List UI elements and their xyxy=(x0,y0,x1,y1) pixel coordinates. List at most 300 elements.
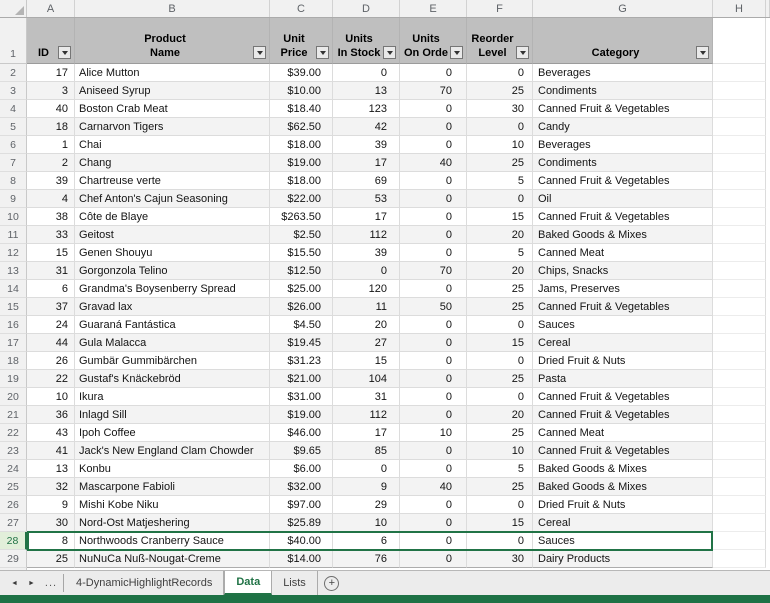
cell-G6[interactable]: Beverages xyxy=(533,136,713,154)
row-header-24[interactable]: 24 xyxy=(0,460,27,478)
cell-D16[interactable]: 20 xyxy=(333,316,400,334)
row-header-6[interactable]: 6 xyxy=(0,136,27,154)
cell-A20[interactable]: 10 xyxy=(27,388,75,406)
cell-E23[interactable]: 0 xyxy=(400,442,467,460)
cell-H7[interactable] xyxy=(713,154,766,172)
row-header-15[interactable]: 15 xyxy=(0,298,27,316)
cell-F5[interactable]: 0 xyxy=(467,118,533,136)
cell-E15[interactable]: 50 xyxy=(400,298,467,316)
cell-H11[interactable] xyxy=(713,226,766,244)
cell-H23[interactable] xyxy=(713,442,766,460)
row-header-17[interactable]: 17 xyxy=(0,334,27,352)
cell-A18[interactable]: 26 xyxy=(27,352,75,370)
column-header-B[interactable]: B xyxy=(75,0,270,17)
row-header-18[interactable]: 18 xyxy=(0,352,27,370)
cell-A16[interactable]: 24 xyxy=(27,316,75,334)
cell-B14[interactable]: Grandma's Boysenberry Spread xyxy=(75,280,270,298)
cell-partial xyxy=(766,208,770,226)
cell-F27[interactable]: 15 xyxy=(467,514,533,532)
cell-E27[interactable]: 0 xyxy=(400,514,467,532)
cell-F11[interactable]: 20 xyxy=(467,226,533,244)
cell-A6[interactable]: 1 xyxy=(27,136,75,154)
cell-C4[interactable]: $18.40 xyxy=(270,100,333,118)
row-header-25[interactable]: 25 xyxy=(0,478,27,496)
filter-button-id[interactable] xyxy=(58,46,71,59)
row-partial xyxy=(0,568,770,570)
cell-C17[interactable]: $19.45 xyxy=(270,334,333,352)
cell-D25[interactable]: 9 xyxy=(333,478,400,496)
row-header-8[interactable]: 8 xyxy=(0,172,27,190)
cell-G23[interactable]: Canned Fruit & Vegetables xyxy=(533,442,713,460)
cell-E22[interactable]: 10 xyxy=(400,424,467,442)
cell-G21[interactable]: Canned Fruit & Vegetables xyxy=(533,406,713,424)
cell-C23[interactable]: $9.65 xyxy=(270,442,333,460)
cell-D18[interactable]: 15 xyxy=(333,352,400,370)
cell-E11[interactable]: 0 xyxy=(400,226,467,244)
cell-D11[interactable]: 112 xyxy=(333,226,400,244)
cell-A23[interactable]: 41 xyxy=(27,442,75,460)
cell-D19[interactable]: 104 xyxy=(333,370,400,388)
cell-D3[interactable]: 13 xyxy=(333,82,400,100)
table-row xyxy=(0,550,770,568)
cell-H25[interactable] xyxy=(713,478,766,496)
cell-B5[interactable]: Carnarvon Tigers xyxy=(75,118,270,136)
cell-A2[interactable]: 17 xyxy=(27,64,75,82)
cell-B19[interactable]: Gustaf's Knäckebröd xyxy=(75,370,270,388)
cell-E29[interactable]: 0 xyxy=(400,550,467,568)
cell-D4[interactable]: 123 xyxy=(333,100,400,118)
table-header-product-name[interactable] xyxy=(75,18,270,64)
cell-D9[interactable]: 53 xyxy=(333,190,400,208)
cell-C20[interactable]: $31.00 xyxy=(270,388,333,406)
sheet-tab-lists[interactable]: Lists xyxy=(272,571,318,595)
cell-A10[interactable]: 38 xyxy=(27,208,75,226)
cell-partial xyxy=(766,118,770,136)
cell-B4[interactable]: Boston Crab Meat xyxy=(75,100,270,118)
filter-button-product-name[interactable] xyxy=(253,46,266,59)
cell-G26[interactable]: Dried Fruit & Nuts xyxy=(533,496,713,514)
cell-F13[interactable]: 20 xyxy=(467,262,533,280)
cell-F20[interactable]: 0 xyxy=(467,388,533,406)
column-header-F[interactable]: F xyxy=(467,0,533,17)
table-row xyxy=(0,118,770,136)
cell-E28[interactable]: 0 xyxy=(400,532,467,550)
cell-A14[interactable]: 6 xyxy=(27,280,75,298)
cell-G16[interactable]: Sauces xyxy=(533,316,713,334)
cell-E12[interactable]: 0 xyxy=(400,244,467,262)
cell-C22[interactable]: $46.00 xyxy=(270,424,333,442)
cell-E13[interactable]: 70 xyxy=(400,262,467,280)
cell-F19[interactable]: 25 xyxy=(467,370,533,388)
cell-E20[interactable]: 0 xyxy=(400,388,467,406)
cell-F24[interactable]: 5 xyxy=(467,460,533,478)
cell-E6[interactable]: 0 xyxy=(400,136,467,154)
row-header-23[interactable]: 23 xyxy=(0,442,27,460)
select-all-corner[interactable] xyxy=(0,0,27,17)
row-header-4[interactable]: 4 xyxy=(0,100,27,118)
cell-A19[interactable]: 22 xyxy=(27,370,75,388)
cell-B2[interactable]: Alice Mutton xyxy=(75,64,270,82)
cell-B25[interactable]: Mascarpone Fabioli xyxy=(75,478,270,496)
table-header-units-on-order[interactable] xyxy=(400,18,467,64)
cell-B28[interactable]: Northwoods Cranberry Sauce xyxy=(75,532,270,550)
cell-B21[interactable]: Inlagd Sill xyxy=(75,406,270,424)
cell-G14[interactable]: Jams, Preserves xyxy=(533,280,713,298)
cell-D5[interactable]: 42 xyxy=(333,118,400,136)
cell-F9[interactable]: 0 xyxy=(467,190,533,208)
cell-C2[interactable]: $39.00 xyxy=(270,64,333,82)
cell-G20[interactable]: Canned Fruit & Vegetables xyxy=(533,388,713,406)
row-header-9[interactable]: 9 xyxy=(0,190,27,208)
cell-E9[interactable]: 0 xyxy=(400,190,467,208)
filter-button-unit-price[interactable] xyxy=(316,46,329,59)
cell-C9[interactable]: $22.00 xyxy=(270,190,333,208)
status-bar xyxy=(0,595,770,603)
cell-H1[interactable] xyxy=(713,18,766,64)
cell-C18[interactable]: $31.23 xyxy=(270,352,333,370)
filter-button-reorder-level[interactable] xyxy=(516,46,529,59)
cell-E21[interactable]: 0 xyxy=(400,406,467,424)
row-header-12[interactable]: 12 xyxy=(0,244,27,262)
row-header-partial xyxy=(0,568,27,570)
cell-F2[interactable]: 0 xyxy=(467,64,533,82)
cell-B22[interactable]: Ipoh Coffee xyxy=(75,424,270,442)
column-header-D[interactable]: D xyxy=(333,0,400,17)
cell-D24[interactable]: 0 xyxy=(333,460,400,478)
cell-E7[interactable]: 40 xyxy=(400,154,467,172)
cell-C15[interactable]: $26.00 xyxy=(270,298,333,316)
cell-A11[interactable]: 33 xyxy=(27,226,75,244)
cell-partial xyxy=(766,262,770,280)
cell-A25[interactable]: 32 xyxy=(27,478,75,496)
cell-G2[interactable]: Beverages xyxy=(533,64,713,82)
cell-F4[interactable]: 30 xyxy=(467,100,533,118)
cell-H10[interactable] xyxy=(713,208,766,226)
cell-D20[interactable]: 31 xyxy=(333,388,400,406)
cell-F6[interactable]: 10 xyxy=(467,136,533,154)
row-header-5[interactable]: 5 xyxy=(0,118,27,136)
cell-C11[interactable]: $2.50 xyxy=(270,226,333,244)
cell-B24[interactable]: Konbu xyxy=(75,460,270,478)
column-header-E[interactable]: E xyxy=(400,0,467,17)
cell-G11[interactable]: Baked Goods & Mixes xyxy=(533,226,713,244)
cell-D14[interactable]: 120 xyxy=(333,280,400,298)
tabs-scroll-left-icon[interactable]: ◄ xyxy=(11,579,18,587)
cell-C16[interactable]: $4.50 xyxy=(270,316,333,334)
cell-C12[interactable]: $15.50 xyxy=(270,244,333,262)
select-all-triangle-icon xyxy=(15,6,24,15)
row-header-3[interactable]: 3 xyxy=(0,82,27,100)
cell-H8[interactable] xyxy=(713,172,766,190)
cell-H13[interactable] xyxy=(713,262,766,280)
cell-G10[interactable]: Canned Fruit & Vegetables xyxy=(533,208,713,226)
cell-G28[interactable]: Sauces xyxy=(533,532,713,550)
cell-B16[interactable]: Guaraná Fantástica xyxy=(75,316,270,334)
cell-E19[interactable]: 0 xyxy=(400,370,467,388)
cell-C7[interactable]: $19.00 xyxy=(270,154,333,172)
cell-F8[interactable]: 5 xyxy=(467,172,533,190)
cell-B27[interactable]: Nord-Ost Matjeshering xyxy=(75,514,270,532)
cell-C6[interactable]: $18.00 xyxy=(270,136,333,154)
cell-D7[interactable]: 17 xyxy=(333,154,400,172)
row-header-14[interactable]: 14 xyxy=(0,280,27,298)
column-header-C[interactable]: C xyxy=(270,0,333,17)
sheet-tab-data[interactable]: Data xyxy=(224,571,272,595)
table-header-id[interactable] xyxy=(27,18,75,64)
cell-G4[interactable]: Canned Fruit & Vegetables xyxy=(533,100,713,118)
cell-E10[interactable]: 0 xyxy=(400,208,467,226)
cell-H5[interactable] xyxy=(713,118,766,136)
table-row xyxy=(0,406,770,424)
cell-A26[interactable]: 9 xyxy=(27,496,75,514)
row-header-26[interactable]: 26 xyxy=(0,496,27,514)
cell-G5[interactable]: Candy xyxy=(533,118,713,136)
row-header-28[interactable]: 28 xyxy=(0,532,27,550)
cell-H9[interactable] xyxy=(713,190,766,208)
cell-A9[interactable]: 4 xyxy=(27,190,75,208)
row-header-21[interactable]: 21 xyxy=(0,406,27,424)
cell-A12[interactable]: 15 xyxy=(27,244,75,262)
cell-G27[interactable]: Cereal xyxy=(533,514,713,532)
cell-A3[interactable]: 3 xyxy=(27,82,75,100)
cell-A27[interactable]: 30 xyxy=(27,514,75,532)
cell-C14[interactable]: $25.00 xyxy=(270,280,333,298)
cell-F16[interactable]: 0 xyxy=(467,316,533,334)
cell-F10[interactable]: 15 xyxy=(467,208,533,226)
cell-E24[interactable]: 0 xyxy=(400,460,467,478)
row-header-1[interactable]: 1 xyxy=(0,18,27,64)
cell-C24[interactable]: $6.00 xyxy=(270,460,333,478)
row-header-7[interactable]: 7 xyxy=(0,154,27,172)
cell-D26[interactable]: 29 xyxy=(333,496,400,514)
tabs-more-icon[interactable]: ... xyxy=(44,577,58,589)
cell-D27[interactable]: 10 xyxy=(333,514,400,532)
cell-F28[interactable]: 0 xyxy=(467,532,533,550)
cell-F17[interactable]: 15 xyxy=(467,334,533,352)
tabs-scroll-right-icon[interactable]: ► xyxy=(28,579,35,587)
cell-H12[interactable] xyxy=(713,244,766,262)
cell-H19[interactable] xyxy=(713,370,766,388)
cell-C3[interactable]: $10.00 xyxy=(270,82,333,100)
cell-D13[interactable]: 0 xyxy=(333,262,400,280)
cell-A7[interactable]: 2 xyxy=(27,154,75,172)
filter-button-category[interactable] xyxy=(696,46,709,59)
cell-C28[interactable]: $40.00 xyxy=(270,532,333,550)
cell-F21[interactable]: 20 xyxy=(467,406,533,424)
cell-D10[interactable]: 17 xyxy=(333,208,400,226)
cell-G9[interactable]: Oil xyxy=(533,190,713,208)
cell-F25[interactable]: 25 xyxy=(467,478,533,496)
cell-D21[interactable]: 112 xyxy=(333,406,400,424)
cell-F14[interactable]: 25 xyxy=(467,280,533,298)
cell-H28[interactable] xyxy=(713,532,766,550)
column-header-H[interactable]: H xyxy=(713,0,766,17)
cell-H26[interactable] xyxy=(713,496,766,514)
cell-E4[interactable]: 0 xyxy=(400,100,467,118)
cell-H20[interactable] xyxy=(713,388,766,406)
row-header-10[interactable]: 10 xyxy=(0,208,27,226)
cell-C21[interactable]: $19.00 xyxy=(270,406,333,424)
cell-H27[interactable] xyxy=(713,514,766,532)
table-header-category[interactable] xyxy=(533,18,713,64)
cell-F23[interactable]: 10 xyxy=(467,442,533,460)
cell-H16[interactable] xyxy=(713,316,766,334)
sheet-tab-4-dynamichighlightrecords[interactable]: 4-DynamicHighlightRecords xyxy=(65,571,224,595)
cell-F29[interactable]: 30 xyxy=(467,550,533,568)
cell-B13[interactable]: Gorgonzola Telino xyxy=(75,262,270,280)
cell-E14[interactable]: 0 xyxy=(400,280,467,298)
filter-button-units-in-stock[interactable] xyxy=(383,46,396,59)
cell-B23[interactable]: Jack's New England Clam Chowder xyxy=(75,442,270,460)
cell-partial xyxy=(766,172,770,190)
cell-E8[interactable]: 0 xyxy=(400,172,467,190)
cell-C8[interactable]: $18.00 xyxy=(270,172,333,190)
row-header-22[interactable]: 22 xyxy=(0,424,27,442)
cell-E16[interactable]: 0 xyxy=(400,316,467,334)
cell-G15[interactable]: Canned Fruit & Vegetables xyxy=(533,298,713,316)
cell-F18[interactable]: 0 xyxy=(467,352,533,370)
cell-C29[interactable]: $14.00 xyxy=(270,550,333,568)
cell-B10[interactable]: Côte de Blaye xyxy=(75,208,270,226)
cell-F3[interactable]: 25 xyxy=(467,82,533,100)
cell-D22[interactable]: 17 xyxy=(333,424,400,442)
cell-D6[interactable]: 39 xyxy=(333,136,400,154)
cell-D17[interactable]: 27 xyxy=(333,334,400,352)
cell-E17[interactable]: 0 xyxy=(400,334,467,352)
cell-H4[interactable] xyxy=(713,100,766,118)
cell-D2[interactable]: 0 xyxy=(333,64,400,82)
cell-G25[interactable]: Baked Goods & Mixes xyxy=(533,478,713,496)
cell-G29[interactable]: Dairy Products xyxy=(533,550,713,568)
add-sheet-button[interactable] xyxy=(318,571,346,595)
cell-F15[interactable]: 25 xyxy=(467,298,533,316)
cell-B12[interactable]: Genen Shouyu xyxy=(75,244,270,262)
cell-D12[interactable]: 39 xyxy=(333,244,400,262)
cell-C25[interactable]: $32.00 xyxy=(270,478,333,496)
cell-A4[interactable]: 40 xyxy=(27,100,75,118)
cell-partial xyxy=(766,442,770,460)
cell-E5[interactable]: 0 xyxy=(400,118,467,136)
cell-G7[interactable]: Condiments xyxy=(533,154,713,172)
cell-G18[interactable]: Dried Fruit & Nuts xyxy=(533,352,713,370)
cell-A5[interactable]: 18 xyxy=(27,118,75,136)
cell-C5[interactable]: $62.50 xyxy=(270,118,333,136)
row-header-29[interactable]: 29 xyxy=(0,550,27,568)
cell-partial xyxy=(766,334,770,352)
cell-D15[interactable]: 11 xyxy=(333,298,400,316)
cell-B18[interactable]: Gumbär Gummibärchen xyxy=(75,352,270,370)
cell-B15[interactable]: Gravad lax xyxy=(75,298,270,316)
cell-C13[interactable]: $12.50 xyxy=(270,262,333,280)
table-header-units-in-stock[interactable] xyxy=(333,18,400,64)
cell-B9[interactable]: Chef Anton's Cajun Seasoning xyxy=(75,190,270,208)
cell-G8[interactable]: Canned Fruit & Vegetables xyxy=(533,172,713,190)
cell-H18[interactable] xyxy=(713,352,766,370)
row-header-27[interactable]: 27 xyxy=(0,514,27,532)
cell-A15[interactable]: 37 xyxy=(27,298,75,316)
cell-F26[interactable]: 0 xyxy=(467,496,533,514)
cell-G22[interactable]: Canned Meat xyxy=(533,424,713,442)
cell-B11[interactable]: Geitost xyxy=(75,226,270,244)
row-header-16[interactable]: 16 xyxy=(0,316,27,334)
row-header-11[interactable]: 11 xyxy=(0,226,27,244)
table-header-unit-price[interactable] xyxy=(270,18,333,64)
column-header-A[interactable]: A xyxy=(27,0,75,17)
row-header-2[interactable]: 2 xyxy=(0,64,27,82)
cell-C27[interactable]: $25.89 xyxy=(270,514,333,532)
cell-A22[interactable]: 43 xyxy=(27,424,75,442)
cell-A28[interactable]: 8 xyxy=(27,532,75,550)
cell-H21[interactable] xyxy=(713,406,766,424)
cell-H14[interactable] xyxy=(713,280,766,298)
row-header-19[interactable]: 19 xyxy=(0,370,27,388)
cell-E2[interactable]: 0 xyxy=(400,64,467,82)
cell-B29[interactable]: NuNuCa Nuß-Nougat-Creme xyxy=(75,550,270,568)
cell-E18[interactable]: 0 xyxy=(400,352,467,370)
cell-B26[interactable]: Mishi Kobe Niku xyxy=(75,496,270,514)
cell-H3[interactable] xyxy=(713,82,766,100)
cell-D8[interactable]: 69 xyxy=(333,172,400,190)
cell-A13[interactable]: 31 xyxy=(27,262,75,280)
cell-G3[interactable]: Condiments xyxy=(533,82,713,100)
cell-H2[interactable] xyxy=(713,64,766,82)
row-header-13[interactable]: 13 xyxy=(0,262,27,280)
cell-D29[interactable]: 76 xyxy=(333,550,400,568)
cell-D23[interactable]: 85 xyxy=(333,442,400,460)
cell-G12[interactable]: Canned Meat xyxy=(533,244,713,262)
cell-F22[interactable]: 25 xyxy=(467,424,533,442)
cell-E25[interactable]: 40 xyxy=(400,478,467,496)
cell-partial xyxy=(766,154,770,172)
cell-H6[interactable] xyxy=(713,136,766,154)
table-header-reorder-level[interactable] xyxy=(467,18,533,64)
cell-A17[interactable]: 44 xyxy=(27,334,75,352)
cell-C19[interactable]: $21.00 xyxy=(270,370,333,388)
cell-B8[interactable]: Chartreuse verte xyxy=(75,172,270,190)
cell-B6[interactable]: Chai xyxy=(75,136,270,154)
cell-H29[interactable] xyxy=(713,550,766,568)
table-row xyxy=(0,514,770,532)
cell-E3[interactable]: 70 xyxy=(400,82,467,100)
cell-B3[interactable]: Aniseed Syrup xyxy=(75,82,270,100)
cell-G13[interactable]: Chips, Snacks xyxy=(533,262,713,280)
cell-C26[interactable]: $97.00 xyxy=(270,496,333,514)
cell-E26[interactable]: 0 xyxy=(400,496,467,514)
cell-H17[interactable] xyxy=(713,334,766,352)
cell-H22[interactable] xyxy=(713,424,766,442)
cell-G17[interactable]: Cereal xyxy=(533,334,713,352)
table-row xyxy=(0,262,770,280)
cell-D28[interactable]: 6 xyxy=(333,532,400,550)
cell-A24[interactable]: 13 xyxy=(27,460,75,478)
cell-G24[interactable]: Baked Goods & Mixes xyxy=(533,460,713,478)
row-header-20[interactable]: 20 xyxy=(0,388,27,406)
cell-H24[interactable] xyxy=(713,460,766,478)
cell-A21[interactable]: 36 xyxy=(27,406,75,424)
cell-A8[interactable]: 39 xyxy=(27,172,75,190)
cell-B20[interactable]: Ikura xyxy=(75,388,270,406)
cell-B7[interactable]: Chang xyxy=(75,154,270,172)
cell-G19[interactable]: Pasta xyxy=(533,370,713,388)
cell-A29[interactable]: 25 xyxy=(27,550,75,568)
cell-B17[interactable]: Gula Malacca xyxy=(75,334,270,352)
filter-button-units-on-order[interactable] xyxy=(450,46,463,59)
column-header-G[interactable]: G xyxy=(533,0,713,17)
cell-F12[interactable]: 5 xyxy=(467,244,533,262)
cell-C10[interactable]: $263.50 xyxy=(270,208,333,226)
cell-H15[interactable] xyxy=(713,298,766,316)
cell-F7[interactable]: 25 xyxy=(467,154,533,172)
